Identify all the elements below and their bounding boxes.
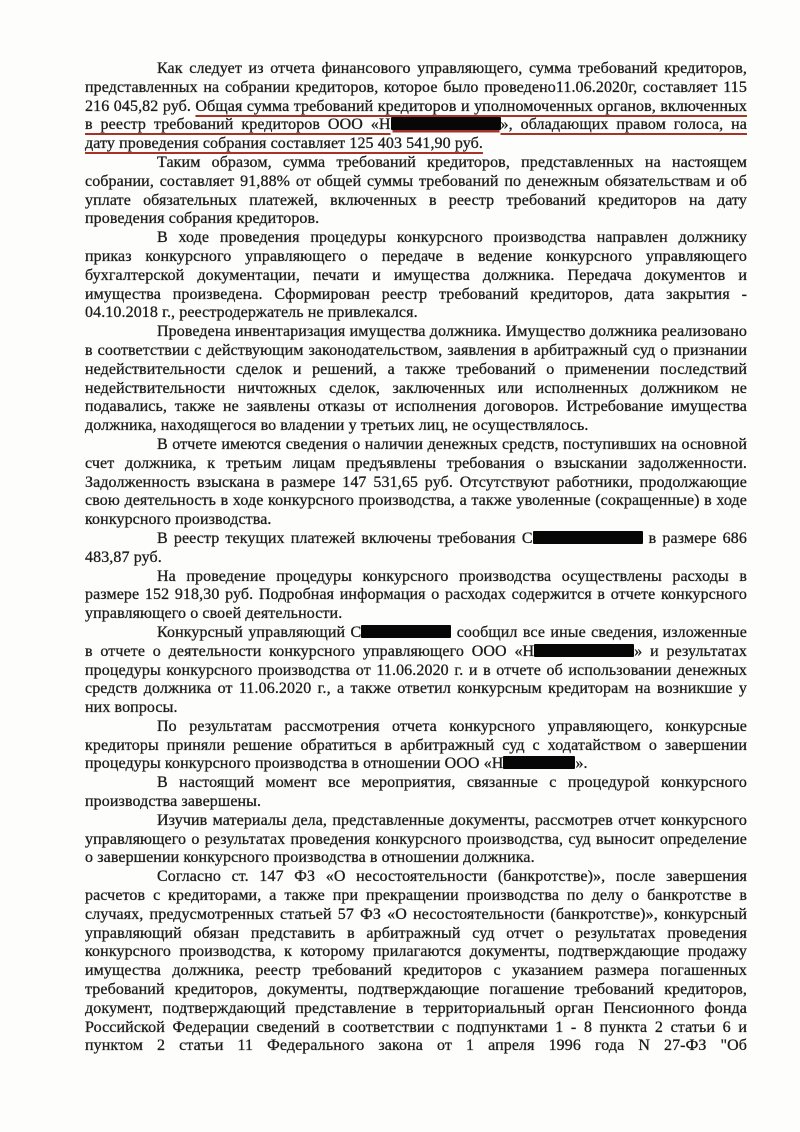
text-run: Таким образом, сумма требований кредиторов, представленных на настоящем собрании, составляет 91,88% от общей суммы требований по денежным обязательствам и об уплате обязательных платежей, включенных в реестр требований кредиторов на дату проведения собрания кредиторов. bbox=[85, 153, 747, 228]
paragraph-1 bbox=[85, 60, 747, 154]
text-run: В реестр текущих платежей включены требования С bbox=[157, 529, 533, 547]
text-run: В настоящий момент все мероприятия, связанные с процедурой конкурсного производства завершены. bbox=[85, 774, 747, 811]
text-run: Конкурсный управляющий С bbox=[157, 623, 362, 641]
text-run: » и результатах процедуры конкурсного производства от 11.06.2020 г. и в отчете об использовании денежных средств должника от 11.06.2020 г., а также ответил конкурсным кредиторам на возникшие у них вопросы. bbox=[85, 642, 747, 717]
paragraph-8 bbox=[85, 624, 747, 718]
text-run: сообщил все иные сведения, изложенные в отчете о деятельности конкурсного управляющего ООО «Н bbox=[85, 623, 747, 660]
paragraph-9 bbox=[85, 718, 747, 774]
paragraph-10 bbox=[85, 774, 747, 812]
text-run: ». bbox=[575, 755, 588, 773]
text-run: Согласно ст. 147 ФЗ «О несостоятельности (банкротстве)», после завершения расчетов с кредиторами, а также при прекращении производства по делу о банкротстве в случаях, предусмотренных статьей 57 ФЗ «О несостоятельности (банкротстве)», конкурсный управляющий обязан представить в арбитражный суд отчет о результатах проведения конкурсного производства, к которому прилагаются документы, подтверждающие продажу имущества должника, реестр требований кредиторов с указанием размера погашенных требований кредиторов, документы, подтверждающие погашение требований кредиторов, документ, подтверждающий представление в территориальный орган Пенсионного фонда Российской Федерации сведений в соответствии с подпунктами 1 - 8 пункта 2 статьи 6 и пунктом 2 статьи 11 Федерального закона от 1 апреля 1996 года N 27-ФЗ "Об bbox=[85, 868, 747, 1055]
redaction-bar bbox=[534, 644, 634, 657]
text-run: в размере 686 483,87 руб. bbox=[85, 529, 747, 566]
redaction-bar bbox=[533, 531, 643, 544]
paragraph-5 bbox=[85, 436, 747, 530]
text-run: Как следует из отчета финансового управляющего, сумма требований кредиторов, представленных на собрании кредиторов, которое было проведено11.06.2020г, составляет 115 216 045,82 руб. bbox=[85, 60, 747, 115]
redaction-bar bbox=[361, 625, 451, 638]
paragraph-4 bbox=[85, 323, 747, 436]
text-run: В отчете имеются сведения о наличии денежных средств, поступивших на основной счет должника, к третьим лицам предъявлены требования о взыскании задолженности. Задолженность взыскана в размере 147 531,65 руб. Отсутствуют работники, продолжающие свою деятельность в ходе конкурсного производства, а также уволенные (сокращенные) в ходе конкурсного производства. bbox=[85, 435, 747, 529]
paragraph-6 bbox=[85, 530, 747, 568]
paragraph-12 bbox=[85, 868, 747, 1056]
text-run: На проведение процедуры конкурсного производства осуществлены расходы в размере 152 918,30 руб. Подробная информация о расходах содержится в отчете конкурсного управляющего о своей деятельности. bbox=[85, 567, 747, 623]
document-body bbox=[85, 60, 747, 1056]
paragraph-3 bbox=[85, 229, 747, 323]
text-run: В ходе проведения процедуры конкурсного производства направлен должнику приказ конкурсного управляющего о передаче в ведение конкурсного управляющего бухгалтерской документации, печати и имущества должника. Передача документов и имущества произведена. Сформирован реестр требований кредиторов, дата закрытия - 04.10.2018 г., реестродержатель не привлекался. bbox=[85, 229, 747, 322]
paragraph-11 bbox=[85, 812, 747, 868]
paragraph-2 bbox=[85, 154, 747, 229]
redaction-bar bbox=[391, 117, 501, 130]
redaction-bar bbox=[503, 756, 575, 769]
paragraph-7 bbox=[85, 568, 747, 624]
text-run: Проведена инвентаризация имущества должника. Имущество должника реализовано в соответствии с действующим законодательством, заявления в арбитражный суд о признании недействительности сделок и решений, а также требований о применении последствий недействительности ничтожных сделок, заключенных или исполненных должником не подавались, также не заявлены отказы от исполнения договоров. Истребование имущества должника, находящегося во владении у третьих лиц, не осуществлялось. bbox=[85, 323, 747, 435]
text-run: По результатам рассмотрения отчета конкурсного управляющего, конкурсные кредиторы приняли решение обратиться в арбитражный суд с ходатайством о завершении процедуры конкурсного производства в отношении ООО «Н bbox=[85, 717, 747, 773]
underlined-text: », обладающих правом голоса, на дату проведения собрания составляет 125 403 541,90 руб. bbox=[85, 116, 747, 153]
underlined-text: Общая сумма требований кредиторов и уполномоченных органов, включенных в реестр требований кредиторов ООО «Н bbox=[85, 97, 747, 134]
text-run: Изучив материалы дела, представленные документы, рассмотрев отчет конкурсного управляющего о результатах проведения конкурсного производства, суд выносит определение о завершении конкурсного производства в отношении должника. bbox=[85, 811, 747, 867]
